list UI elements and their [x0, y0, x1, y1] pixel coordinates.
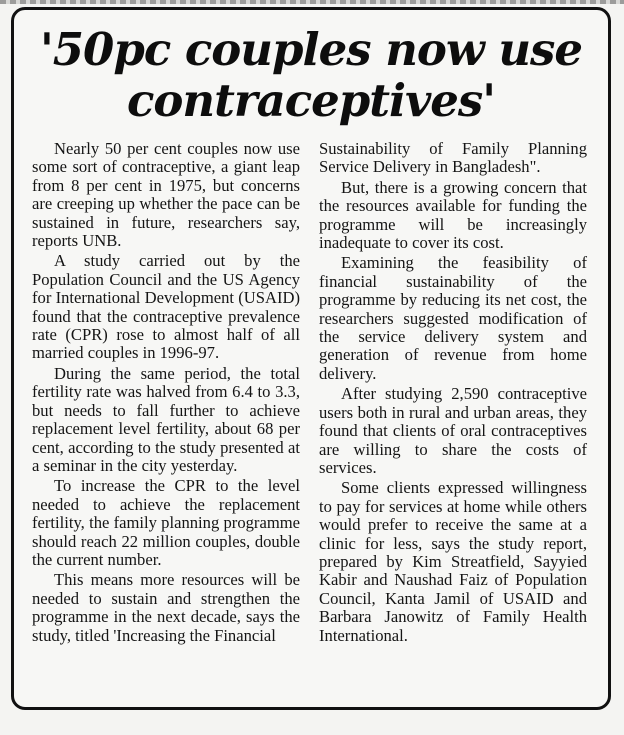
paragraph: Examining the feasibility of financial sustainability of the programme by reducing its net cost, the researchers suggested modification of the service delivery system and generation of revenue from home delivery. — [319, 253, 587, 383]
headline — [14, 10, 608, 127]
paragraph: But, there is a growing concern that the resources available for funding the programme will be increasingly inadequate to cover its cost. — [319, 177, 587, 253]
headline-line-1: '50pc couples now use — [39, 23, 583, 76]
left-column — [32, 140, 300, 700]
paragraph: A study carried out by the Population Council and the US Agency for International Development (USAID) found that the contraceptive prevalence rate (CPR) rose to almost half of all married couples in 1996-97. — [32, 251, 300, 363]
paragraph: After studying 2,590 contraceptive users both in rural and urban areas, they found that clients of oral contraceptives are willing to share the costs of services. — [319, 384, 587, 477]
paragraph: To increase the CPR to the level needed to achieve the replacement fertility, the family planning programme should reach 22 million couples, double the current number. — [32, 476, 300, 569]
article-body — [32, 140, 587, 700]
headline-line-2: contraceptives' — [126, 74, 496, 127]
right-column — [319, 140, 587, 700]
paragraph: Nearly 50 per cent couples now use some sort of contraceptive, a giant leap from 8 per cent in 1975, but concerns are creeping up whether the pace can be sustained in future, researchers say, reports UNB. — [32, 139, 300, 251]
page-edge — [0, 0, 624, 4]
paragraph-continuation: Sustainability of Family Planning Service Delivery in Bangladesh". — [319, 139, 587, 177]
paragraph: Some clients expressed willingness to pay for services at home while others would prefer to receive the same at a clinic for less, says the study report, prepared by Kim Streatfield, Sayyied Kabir and Naushad Faiz of Population Council, Kanta Jamil of USAID and Barbara Janowitz of Family Health International. — [319, 478, 587, 645]
paragraph: This means more resources will be needed to sustain and strengthen the programme in the next decade, says the study, titled 'Increasing the Financial — [32, 570, 300, 645]
paragraph: During the same period, the total fertility rate was halved from 6.4 to 3.3, but needs to fall further to achieve replacement level fertility, about 68 per cent, according to the study presented at a seminar in the city yesterday. — [32, 363, 300, 475]
